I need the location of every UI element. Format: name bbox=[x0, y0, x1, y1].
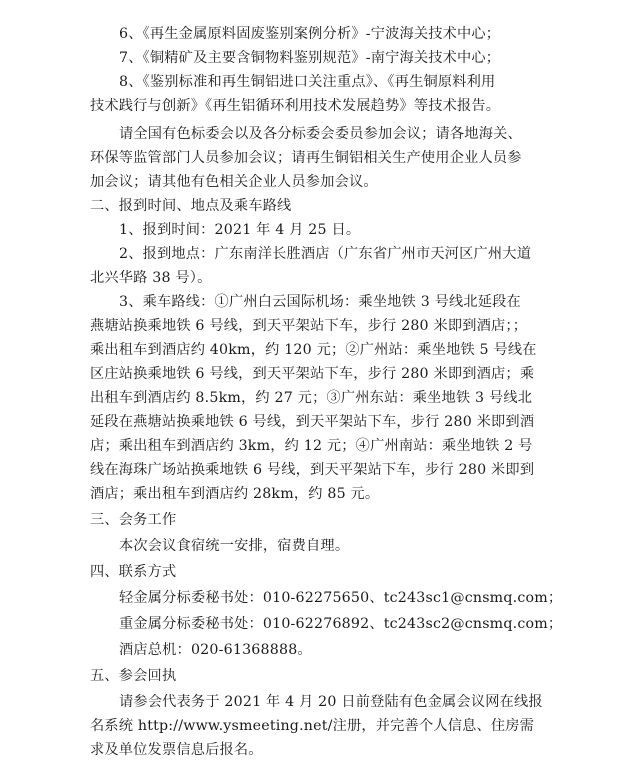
section-heading-contact: 四、联系方式 bbox=[90, 564, 177, 580]
invite-paragraph-line: 加会议；请其他有色相关企业人员参加会议。 bbox=[90, 174, 378, 190]
report-item-8-cont: 技术践行与创新》《再生铝循环利用技术发展趋势》等技术报告。 bbox=[90, 98, 501, 114]
receipt-line: 名系统 http://www.ysmeeting.net/注册，并完善个人信息、住房需 bbox=[90, 718, 535, 734]
route-line: 区庄站换乘地铁 6 号线，到天平架站下车，步行 280 米即到酒店；乘 bbox=[90, 366, 535, 382]
registration-place-cont: 北兴华路 38 号）。 bbox=[90, 270, 212, 286]
route-line: 燕塘站换乘地铁 6 号线，到天平架站下车，步行 280 米即到酒店；； bbox=[90, 318, 528, 334]
contact-light-metal: 轻金属分标委秘书处：010-62275650、tc243sc1@cnsmq.com； bbox=[119, 590, 563, 606]
receipt-line: 请参会代表务于 2021 年 4 月 20 日前登陆有色金属会议网在线报 bbox=[119, 694, 543, 710]
invite-paragraph-line: 请全国有色标委会以及各分标委会委员参加会议；请各地海关、 bbox=[119, 126, 522, 142]
report-item-8: 8、《鉴别标准和再生铜铝进口关注重点》、《再生铜原料利用 bbox=[119, 74, 496, 90]
receipt-line: 求及单位发票信息后报名。 bbox=[90, 742, 263, 758]
report-item-7: 7、《铜精矿及主要含铜物料鉴别规范》-南宁海关技术中心； bbox=[119, 50, 501, 66]
registration-place: 2、报到地点：广东南洋长胜酒店（广东省广州市天河区广州大道 bbox=[119, 246, 532, 262]
route-line: 酒店；乘出租车到酒店约 28km，约 85 元。 bbox=[90, 486, 380, 502]
route-line: 延段在燕塘站换乘地铁 6 号线，到天平架站下车，步行 280 米即到酒 bbox=[90, 414, 535, 430]
registration-time: 1、报到时间：2021 年 4 月 25 日。 bbox=[119, 222, 361, 238]
route-line: 乘出租车到酒店约 40km，约 120 元；②广州站：乘坐地铁 5 号线在 bbox=[90, 342, 537, 358]
contact-hotel: 酒店总机：020-61368888。 bbox=[119, 642, 312, 658]
report-item-6: 6、《再生金属原料固废鉴别案例分析》-宁波海关技术中心； bbox=[119, 26, 501, 42]
section-heading-receipt: 五、参会回执 bbox=[90, 668, 177, 684]
route-line: 3、乘车路线：①广州白云国际机场：乘坐地铁 3 号线北延段在 bbox=[119, 294, 521, 310]
section-heading-registration: 二、报到时间、地点及乘车路线 bbox=[90, 198, 292, 214]
route-line: 出租车到酒店约 8.5km，约 27 元；③广州东站：乘坐地铁 3 号线北 bbox=[90, 390, 533, 406]
route-line: 线在海珠广场站换乘地铁 6 号线，到天平架站下车，步行 280 米即到 bbox=[90, 462, 535, 478]
contact-heavy-metal: 重金属分标委秘书处：010-62276892、tc243sc2@cnsmq.com； bbox=[119, 616, 563, 632]
section-heading-conference: 三、会务工作 bbox=[90, 512, 177, 528]
route-line: 店；乘出租车到酒店约 3km，约 12 元；④广州南站：乘坐地铁 2 号 bbox=[90, 438, 533, 454]
invite-paragraph-line: 环保等监管部门人员参加会议；请再生铜铝相关生产使用企业人员参 bbox=[90, 150, 522, 166]
conference-text: 本次会议食宿统一安排，宿费自理。 bbox=[119, 538, 350, 554]
